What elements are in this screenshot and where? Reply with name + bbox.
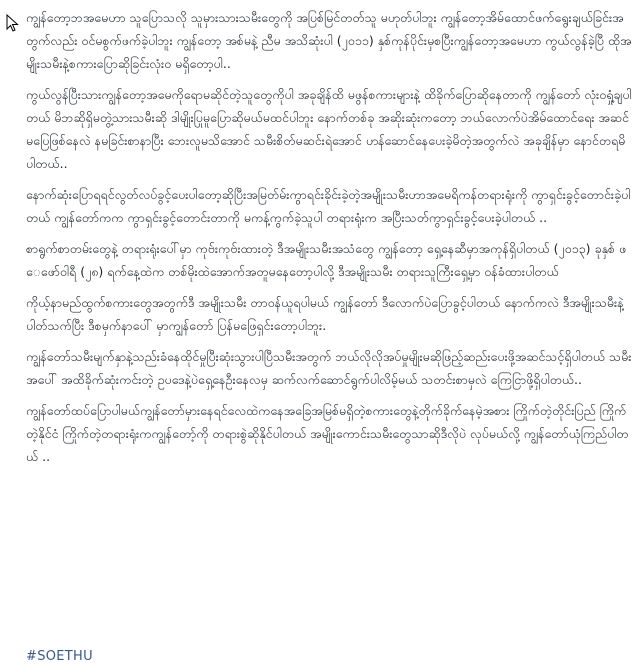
- post-paragraph-4: စာရွက်စာတမ်းတွေနဲ့ တရားရုံးပေါ်မှာ ကုဗ်းကုဗ်းထားတဲ့ ဒီအမျိုးသမီးအသံတွေ ကျွန်တော့ ရှေ့နေဆီမှာအကုန်ရှိပါတယ် (၂၀၁၃) ခုနှစ် ဖေဖော်ဝါရီ (၂၈) ရက်နေ့ထဲက တစ်မိုးထဲအောက်အတူမနေတော့ပါလို့ ဒီအမျိုးသမီး တရားသူကြီးရှေ့မှာ ဝန်ခံထားပါတယ်: [26, 241, 627, 279]
- post-paragraph-2: ကွယ်လွန်ပြီးသားကျွန်တော့အမေကိုရောမဆိုင်တဲ့သူတွေကိုပါ အခုချိန်ထိ မဖွန်စကားများနဲ့ ထိခိုက်ပြောဆိုနေတာကို ကျွန်တော် လုံးဝရှုံ့ချပါတယ် မိဘဆိုရှိမတွဲ့သားသမီးဆို ဒါမျိုးပြုမူပြောဆိုမယ်မထင်ပါဘူး နောက်တစ်ခု အဆိုးဆုံးကတော့ ဘယ်လောက်ပဲအိမ်ထောင်ရေး အဆင်မပြေဖြစ်နေလဲ နမခြင်းစာနာပြီး ဘေးလူမသိအောင် သမီးစိတ်မဆင်းရဲအောင် ဟန်ဆောင်နေပေးခဲ့မိတဲ့အတွက်လဲ အခုချိန်မှာ နောင်တရမိပါတယ်..: [26, 87, 632, 171]
- post-paragraph-6: ကျွန်တော်သမီးမျက်နှာနဲ့သည်းခံနေထိုင်မှုပြီးဆုံးသွားပါပြီသမီးအတွက် ဘယ်လိုလိုအပ်မှုမျိုးမဆိုဖြည့်ဆည်းပေးဖို့အဆင်သင့်ရှိပါတယ် သမီးအပေါ် အထိခိုက်ဆုံးကင်းတဲ့ ဥပဒေနဲ့ပဲရှေ့နေဦးနေလမှ ဆက်လက်ဆောင်ရွက်ပါလိမ့်မယ် သတင်းစာမှလဲ ကြေငြာဖို့ရှိပါတယ်..: [26, 349, 632, 387]
- post-paragraph-3: နောက်ဆုံးပြောရရင်လွတ်လပ်ခွင့်ပေးပါတော့ဆိုပြီးအမြတ်မ်းကွာရင်းခိုင်းခဲ့တဲ့အမျိုးသမီးဟာအမေရိကန်တရားရုံးကို ကွာရှင်းခွင့်တောင်းခဲ့ပါတယ် ကျွန်တော်ကက ကွာရှင်းခွင့်တောင်းတာကို မကန့်ကွက်ခဲ့သူပါ တရားရုံးက အပြီးသတ်ကွာရှင်းခွင့်ပေးခဲ့ပါတယ် ..: [26, 187, 631, 225]
- mouse-pointer-icon: [6, 14, 20, 32]
- post-paragraph-7: ကျွန်တော်ထပ်ပြောပါမယ်ကျွန်တော်မှားနေရင်လေထဲကနေအခြေအမြစ်မရှိတဲ့စကားတွေနဲ့တိုက်ခိုက်နေမဲ့အစား ကြိုက်တဲ့တိုင်းပြည် ကြိုက်တဲ့နိုင်ငံ ကြိုက်တဲ့တရားရုံးကကျွန်တော့်ကို တရားစွဲဆိုနိုင်ပါတယ် အမျိုးကောင်းသမီးတွေသာဆိုဒီလိုပဲ လုပ်မယ်လို့ ကျွန်တော်ယုံကြည်ပါတယ် ..: [26, 403, 629, 464]
- post-paragraph-5: ကိုယ့်နာမည်ထွက်စကားတွေအတွက်ဒီ အမျိုးသမီး တာဝန်ယူရပါမယ် ကျွန်တော် ဒီလောက်ပဲပြောခွင့်ပါတယ် နောက်ကလဲ ဒီအမျိုးသမီးနဲ့ ပါတ်သက်ပြီး ဒီစမှက်နာပေါ် မှာကျွန်တော် ပြန်မဖြေရှင်းတော့ပါဘူး.: [26, 295, 624, 333]
- hashtag-link[interactable]: #SOETHU: [26, 649, 93, 664]
- post-paragraph-1: ကျွန်တော့ဘအမေဟာ သူပြောသလို သူမှားသားသမီးတွေကို အပြစ်မြင်တတ်သူ မဟုတ်ပါဘူး ကျွန်တော့အိမ်ထောင်ဖက်ရွေးချယ်ခြင်းအတွက်လည်း ဝင်မစွက်ဖက်ခဲ့ပါဘူး ကျွန်တော့ အစ်မနဲ့ ညီမ အသိဆုံးပါ (၂၀၁၁) နှစ်ကုန်ပိုင်းမှစပြီးကျွန်တော့အမေဟာ ကွယ်လွန်ခဲ့ပြီ ထိုအမျိုးသမီးနဲ့စကားပြောဆိုခြင်းလုံးဝ မရှိတော့ပါ..: [26, 10, 632, 71]
